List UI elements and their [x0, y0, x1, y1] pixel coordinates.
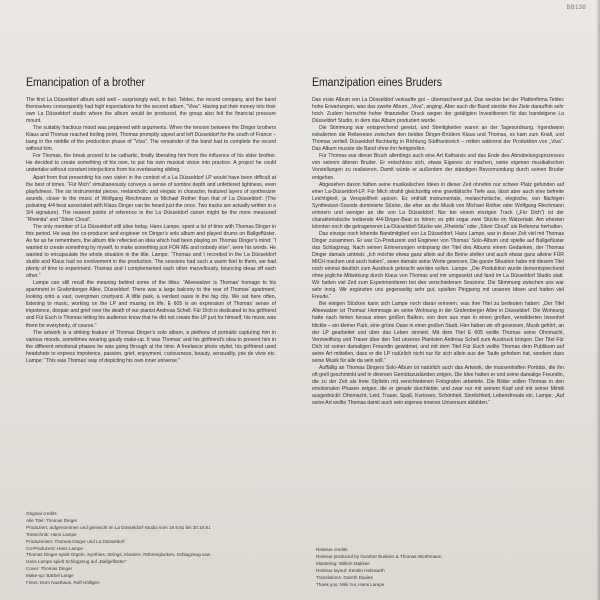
english-body — [26, 97, 276, 365]
credits-heading: Reissue credits — [316, 547, 348, 552]
original-credits — [26, 511, 211, 587]
english-paragraph: The artwork is a striking feature of Thomas Dinger’s solo album, a plethora of portraits capturing him in various moods, sometimes wearing gaudy make-up. It was Thomas’ and his girlfriend’s idea to present him in the different emotional phases he was going through at the time. A freelance photo stylist, his girlfriend used headshots to express impotence, passion, grief, enjoyment, curiousness, beauty, sensuality, joie de vivre etc. Lampe: “This was Thomas’ way of depicting his own inner universe.” — [26, 329, 276, 364]
credit-line: Thomas Dinger spielt Orgeln, Synthies, Strings, Klaviere, Röhrenglocken, Schlagzeug usw. — [26, 552, 212, 558]
credit-line: Reissue produced by Gunther Buskies & Thomas Worthmann — [316, 553, 442, 559]
english-title: Emancipation of a brother — [26, 77, 145, 89]
german-column — [312, 77, 564, 407]
credit-line: Cover: Thomas Dinger — [26, 566, 73, 572]
credit-line: Make-up: Bärbel Lange — [26, 573, 74, 579]
english-paragraph: Lampe can still recall the meaning behind some of the titles: “Alleewalzer is Thomas’ homage to his apartment in Grafenberger Allee, Düsseldorf. There was a large balcony to the rear of Thomas’ apartment, looking onto a vast, overgrown courtyard. A little park, a verdant oasis in the big city. We sat here often, listening to music, working on the LP and musing on life. E 605 is an expression of Thomas’ sense of impotence, despair and grief over the death of our pianist Andreas Schell. Für Dich is dedicated to his girlfriend and Für Euch is Thomas letting his audience know that he did not create the LP just for himself, his music was there for everybody, of course.” — [26, 280, 276, 329]
credit-line: Produziert, aufgenommen und gemischt im La Düsseldorf-Studio vom 19.8.81 bis 30.10.81 — [26, 524, 211, 530]
reissue-credits — [316, 547, 441, 588]
credit-line: Tontechnik: Hans Lampe — [26, 531, 77, 537]
credit-line: Produzenten: Thomas Dinger und La Düsseldorf — [26, 538, 125, 544]
catalog-number: BB138 — [566, 5, 586, 11]
credit-line: Translations: Gareth Davies — [316, 574, 373, 580]
page-edge-shadow — [596, 0, 600, 600]
german-paragraph: Auffällig an Thomas Dingers Solo-Album ist natürlich auch das Artwork, die massenhaften Porträts, die ihn oft grell geschminkt und in diversen Gemütszuständen zeigen. Die Idee hatten er und seine damalige Freundin, die zu der Zeit als freie Stylistin mit verschiedenen Fotografen arbeitete. Die Bilder sollen Thomas in den emotionalen Phasen zeigen, die er gerade durchlebte, und zwar nur mit seinem Kopf und mit seiner Mimik ausgedrückt: Ohnmacht, Leid, Trauer, Spaß, Kuriosen, Schönheit, Sinnlichkeit, Lebensfreude etc. Lampe: „Auf seine Art wollte Thomas damit auch sein eigenes inneres Universum abbilden.“ — [312, 364, 564, 407]
credit-line: Hans Lampe spielt Schlagzeug auf „Ballgeflüster“ — [26, 559, 127, 565]
credit-line: Reissue layout: Kerstin Holzwarth — [316, 567, 385, 573]
english-paragraph: The first La Düsseldorf album sold well – surprisingly well, in fact. Teldec, the record company, and the band themselves consequently had high expectations for the second album, “Viva”. Having put their money into their own La Düsseldorf studio where the album would be produced, the group also felt the financial pressure mount. — [26, 97, 276, 125]
german-body — [312, 97, 564, 407]
credit-line: Thank you: Miki Yui, Hans Lampe — [316, 581, 385, 587]
german-title: Emanzipation eines Bruders — [312, 77, 442, 89]
english-column — [26, 77, 276, 365]
english-paragraph: The suitably fractious mood was peppered with arguments. When the tension between the Dinger brothers Klaus and Thomas reached boiling point, Thomas promptly upped and left Düsseldorf for the south of France – bang in the middle of the production phase of “Viva”. The remainder of the band had to complete the record without him. — [26, 125, 276, 153]
german-paragraph: Die Stimmung war entsprechend gereizt, und Streitigkeiten waren an der Tagesordnung. Irgendwann eskalierten die Reibereien zwischen den beiden Dinger-Brüdern Klaus und Thomas, es kam zum Knall, und Thomas verließ Düsseldorf fluchtartig in Richtung Südfrankreich – mitten während der Produktion von „Viva“. Das Album musste die Band ohne ihn fertigstellen. — [312, 125, 564, 153]
english-paragraph: The only member of La Düsseldorf still alive today, Hans Lampe, spent a lot of time with Thomas Dinger in this period. He was the co-producer and engineer on Dinger’s solo album and played drums on Ballgeflüster. As far as he remembers, the album title reflected an idea which had been playing on Thomas Dinger’s mind: “I wanted to create something by myself, to make something just FOR ME and nobody else”, were his words. He wanted to encapsulate the whole situation in the title. Lampe: “Thomas and I recorded in the La Düsseldorf studio and Klaus had no involvement in the production. The sessions had such a warm feel to them, we had plenty of time to experiment. Thomas and I complemented each other marvellously, bouncing ideas off each other.” — [26, 223, 276, 280]
german-paragraph: Für Thomas war dieser Bruch allerdings auch eine Art Katharsis und das Ende des Abnabelungsprozesses von seinem älteren Bruder. Er entschloss sich, etwas Eigenes zu machen, seine eigenen musikalischen Vorstellungen zu realisieren. Damit würde er außerdem der ständigen Bevormundung durch seinen Bruder entgehen. — [312, 153, 564, 181]
credit-line: Fotos: Dorn Nuethaus, Rolf Hölligen — [26, 580, 100, 586]
credit-line: Co-Produzent: Hans Lampe — [26, 545, 83, 551]
credit-line: Alle Titel: Thomas Dinger — [26, 517, 78, 523]
german-paragraph: Das erste Album von La Düsseldorf verkaufte gut – überraschend gut. Das weckte bei der Plattenfirma Teldec hohe Erwartungen, was das zweite Album, „Viva“, anging. Aber auch die Band steckte ihre Ziele daraufhin sehr hoch. Zudem herrschte hoher finanzieller Druck wegen der getätigten Investitionen für das bandeigene La Düsseldorf Studio, in dem das Album produziert wurde. — [312, 97, 564, 125]
english-paragraph: For Thomas, the break proved to be cathartic, finally liberating him from the influence of his elder brother. He decided to create something of his own, to put his own musical vision into practice. A project he could undertake without constant interjections from his overbearing sibling. — [26, 153, 276, 174]
credit-line: Mastering: Willem Makkee — [316, 560, 370, 566]
german-paragraph: Bei einigen Stücken kann sich Lampe noch daran erinnern, was ihre Titel zu bedeuten haben: „Der Titel Alleewalzer ist Thomas’ Hommage an seine Wohnung in der Grafenberger Allee in Düsseldorf. Die Wohnung hatte nach hinten heraus einen großen Balkon, von dem aus man in einen großen, verwilderten Innenhof blickte – ein kleiner Park, eine grüne Oase in einer großen Stadt. Hier haben wir oft gesessen, Musik gehört, an der LP gearbeitet und über das Leben sinniert. Mit dem Titel E 605 wollte Thomas seine Ohnmacht, Verzweiflung und Trauer über den Tod unseres Pianisten Andreas Schell zum Ausdruck bringen. Der Titel Für Dich ist seiner damaligen Freundin gewidmet, und mit dem Titel Für Euch wollte Thomas dem Publikum auf seine Art mitteilen, dass er die LP natürlich nicht nur für sich allein aus der Taufe gehoben hat, sondern dass seine Musik für alle da sein soll.“ — [312, 301, 564, 364]
english-paragraph: Apart from that presenting his own vision in the context of a La Düsseldorf LP would have been difficult at the best of times. “Für Mich” simultaneously conveys a sense of sombre depth and unfettered lightness, even playfulness. The six instrumental pieces, melancholic and elegaic in character, featured layers of synthesizer sounds, closer to the music of Wolfgang Riechmann or Michael Rother than that of La Düsseldorf. (The pulsating 4/4 beat associated with Klaus Dinger can be heard just the once. Two tracks are actually written in a 3/4 signature). The nearest points of reference in the La Düsseldorf canon might be the more measured “Rheinita” and “Silver Cloud”. — [26, 174, 276, 223]
german-paragraph: Das einzige noch lebende Bandmitglied von La Düsseldorf, Hans Lampe, war in dieser Zeit viel mit Thomas Dinger zusammen. Er war Co-Produzent und Engineer von Thomas’ Solo-Album und spielte auf Ballgeflüster das Schlagzeug. Nach seinen Erinnerungen entsprang der Titel des Albums einem Gedanken, der Thomas Dinger damals umtrieb: „Ich möchte etwas ganz allein auf die Beine stellen und auch etwas ganz alleine FÜR MICH machen und auch haben“, seien damals seine Worte gewesen. Die ganze Situation habe mit diesem Titel noch einmal deutlich zum Ausdruck gebracht werden sollen. Lampe: „Die Produktion wurde dementsprechend ohne jegliche Mitwirkung durch Klaus von Thomas und mir umgesetzt und fand im La Düsseldorf Studio statt. Wir hatten viel Zeit zum Experimentieren bei den verschiedenen Sessions. Die Stimmung zwischen uns war sehr innig. Wir ergänzten uns gegenseitig sehr gut, spielten Pingpong mit unseren Ideen und hatten viel Freude.“ — [312, 230, 564, 301]
german-paragraph: Abgesehen davon hätten seine musikalischen Ideen in dieser Zeit ohnehin nur schwer Platz gefunden auf einer La-Düsseldorf-LP. Für Mich strahlt gleichzeitig eine gravitätische Tiefe aus, lässt aber auch eine befreite Leichtigkeit, ja Verspieltheit spüren. Es enthält instrumentale, melancholische, elegische, von flächigen Synthesizer-Sounds dominierte Stücke, die eher an die Musik von Michael Rother oder Wolfgang Riechmann erinnern und weniger an die von La Düsseldorf. Nur bei einem einzigen Track („Für Dich“) ist der charakteristische treibende 4/4-Dinger-Beat zu hören; es gibt sogar zwei Stücke im Walzertakt. Am ehesten könnten noch die getrageneren La-Düsseldorf-Stücke wie „Rheinita“ oder „Silver Cloud“ als Referenz herhalten. — [312, 181, 564, 230]
credits-heading: Original credits — [26, 511, 57, 516]
